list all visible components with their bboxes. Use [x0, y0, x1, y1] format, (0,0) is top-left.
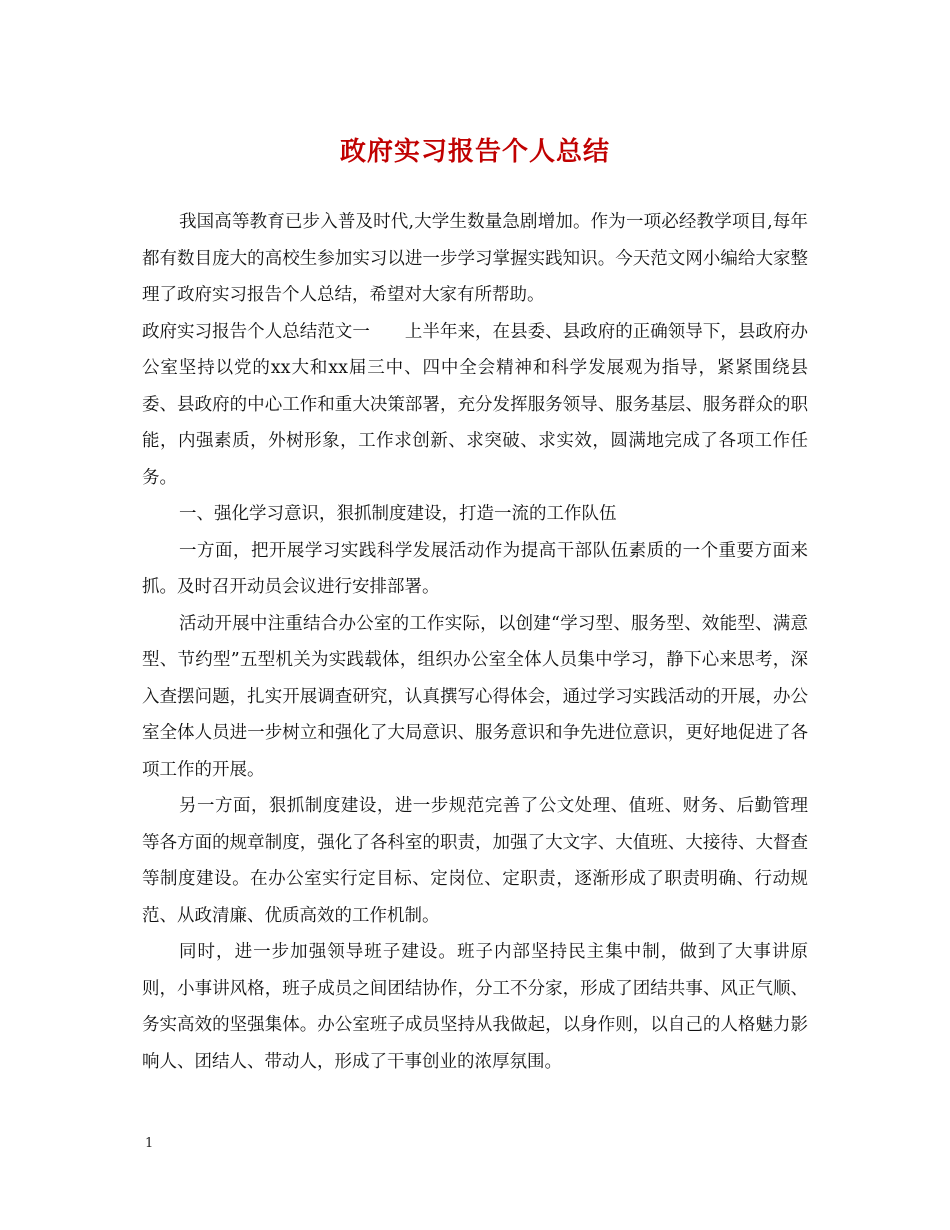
paragraph-leadership: 同时，进一步加强领导班子建设。班子内部坚持民主集中制，做到了大事讲原则，小事讲风格，班子成员之间团结协作，分工不分家，形成了团结共事、风正气顺、务实高效的坚强集体。办公室班子成员坚持从我做起，以身作则，以自己的人格魅力影响人、团结人、带动人，形成了干事创业的浓厚氛围。 — [142, 942, 808, 1072]
paragraph-intro: 我国高等教育已步入普及时代,大学生数量急剧增加。作为一项必经教学项目,每年都有数目庞大的高校生参加实习以进一步学习掌握实践知识。今天范文网小编给大家整理了政府实习报告个人总结，希望对大家有所帮助。 — [142, 212, 808, 305]
paragraph-study-activity: 一方面，把开展学习实践科学发展活动作为提高干部队伍素质的一个重要方面来抓。及时召开动员会议进行安排部署。 — [142, 540, 808, 597]
document-body — [142, 204, 808, 1080]
paragraph-activity-practice: 活动开展中注重结合办公室的工作实际，以创建“学习型、服务型、效能型、满意型、节约型”五型机关为实践载体，组织办公室全体人员集中学习，静下心来思考，深入查摆问题，扎实开展调查研究，认真撰写心得体会，通过学习实践活动的开展，办公室全体人员进一步树立和强化了大局意识、服务意识和争先进位意识，更好地促进了各项工作的开展。 — [142, 613, 808, 780]
document-title: 政府实习报告个人总结 — [339, 137, 610, 167]
section-heading-one: 一、强化学习意识，狠抓制度建设，打造一流的工作队伍 — [179, 504, 617, 524]
paragraph-system-building: 另一方面，狠抓制度建设，进一步规范完善了公文处理、值班、财务、后勤管理等各方面的规章制度，强化了各科室的职责，加强了大文字、大值班、大接待、大督查等制度建设。在办公室实行定目标、定岗位、定职责，逐渐形成了职责明确、行动规范、从政清廉、优质高效的工作机制。 — [142, 796, 808, 926]
page-number: 1 — [145, 1136, 154, 1151]
paragraph-sample-one: 政府实习报告个人总结范文一 上半年来，在县委、县政府的正确领导下，县政府办公室坚持以党的xx大和xx届三中、四中全会精神和科学发展观为指导，紧紧围绕县委、县政府的中心工作和重大决策部署，充分发挥服务领导、服务基层、服务群众的职能，内强素质，外树形象，工作求创新、求突破、求实效，圆满地完成了各项工作任务。 — [142, 321, 808, 488]
